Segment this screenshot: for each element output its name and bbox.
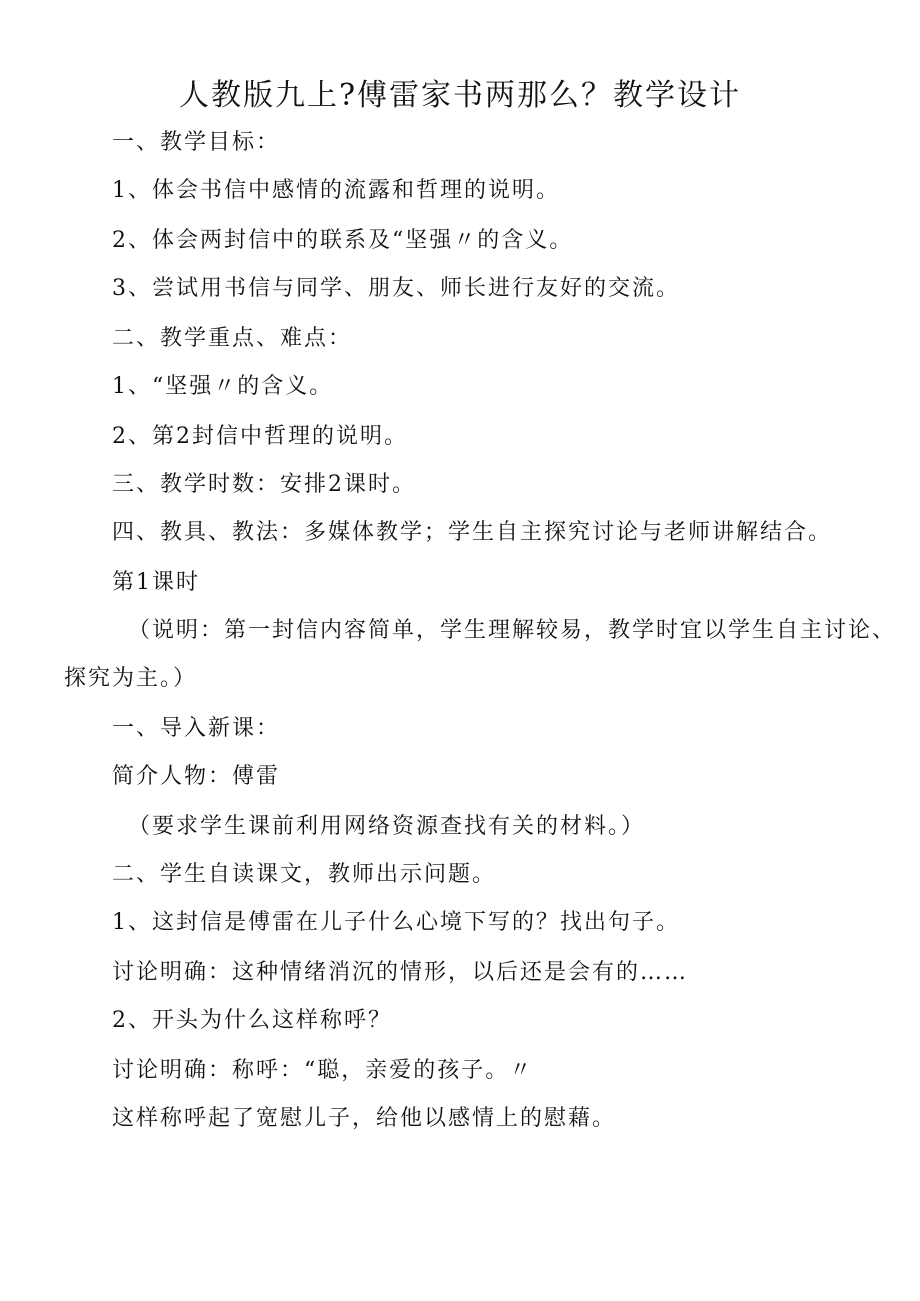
key-point-item-1: 1、“坚强〃的含义。 bbox=[112, 374, 334, 399]
section-heading-key-points: 二、教学重点、难点： bbox=[112, 326, 353, 351]
intro-requirement: （要求学生课前利用网络资源查找有关的材料。） bbox=[128, 814, 646, 839]
answer-2: 讨论明确：称呼：“聪，亲爱的孩子。〃 bbox=[112, 1058, 534, 1083]
section-heading-methods: 四、教具、教法：多媒体教学；学生自主探究讨论与老师讲解结合。 bbox=[112, 520, 833, 545]
answer-2-explanation: 这样称呼起了宽慰儿子，给他以感情上的慰藉。 bbox=[112, 1106, 617, 1131]
note-line-2: 探究为主。） bbox=[64, 666, 198, 691]
section-heading-objectives: 一、教学目标： bbox=[112, 130, 281, 155]
objective-item-3: 3、尝试用书信与同学、朋友、师长进行友好的交流。 bbox=[112, 276, 680, 301]
question-2: 2、开头为什么这样称呼？ bbox=[112, 1008, 392, 1033]
document-title: 人教版九上?傅雷家书两那么？教学设计 bbox=[178, 78, 742, 113]
intro-person: 简介人物：傅雷 bbox=[112, 764, 281, 789]
objective-item-2: 2、体会两封信中的联系及“坚强〃的含义。 bbox=[112, 228, 574, 253]
section-heading-class-hours: 三、教学时数：安排2课时。 bbox=[112, 472, 416, 497]
key-point-item-2: 2、第2封信中哲理的说明。 bbox=[112, 424, 408, 449]
answer-1: 讨论明确：这种情绪消沉的情形，以后还是会有的…… bbox=[112, 960, 689, 985]
question-1: 1、这封信是傅雷在儿子什么心境下写的？找出句子。 bbox=[112, 910, 680, 935]
note-line-1: （说明：第一封信内容简单，学生理解较易，教学时宜以学生自主讨论、 bbox=[128, 618, 897, 643]
lesson-heading: 第1课时 bbox=[112, 570, 200, 595]
objective-item-1: 1、体会书信中感情的流露和哲理的说明。 bbox=[112, 178, 560, 203]
step-heading-reading: 二、学生自读课文，教师出示问题。 bbox=[112, 862, 497, 887]
step-heading-intro: 一、导入新课： bbox=[112, 716, 281, 741]
